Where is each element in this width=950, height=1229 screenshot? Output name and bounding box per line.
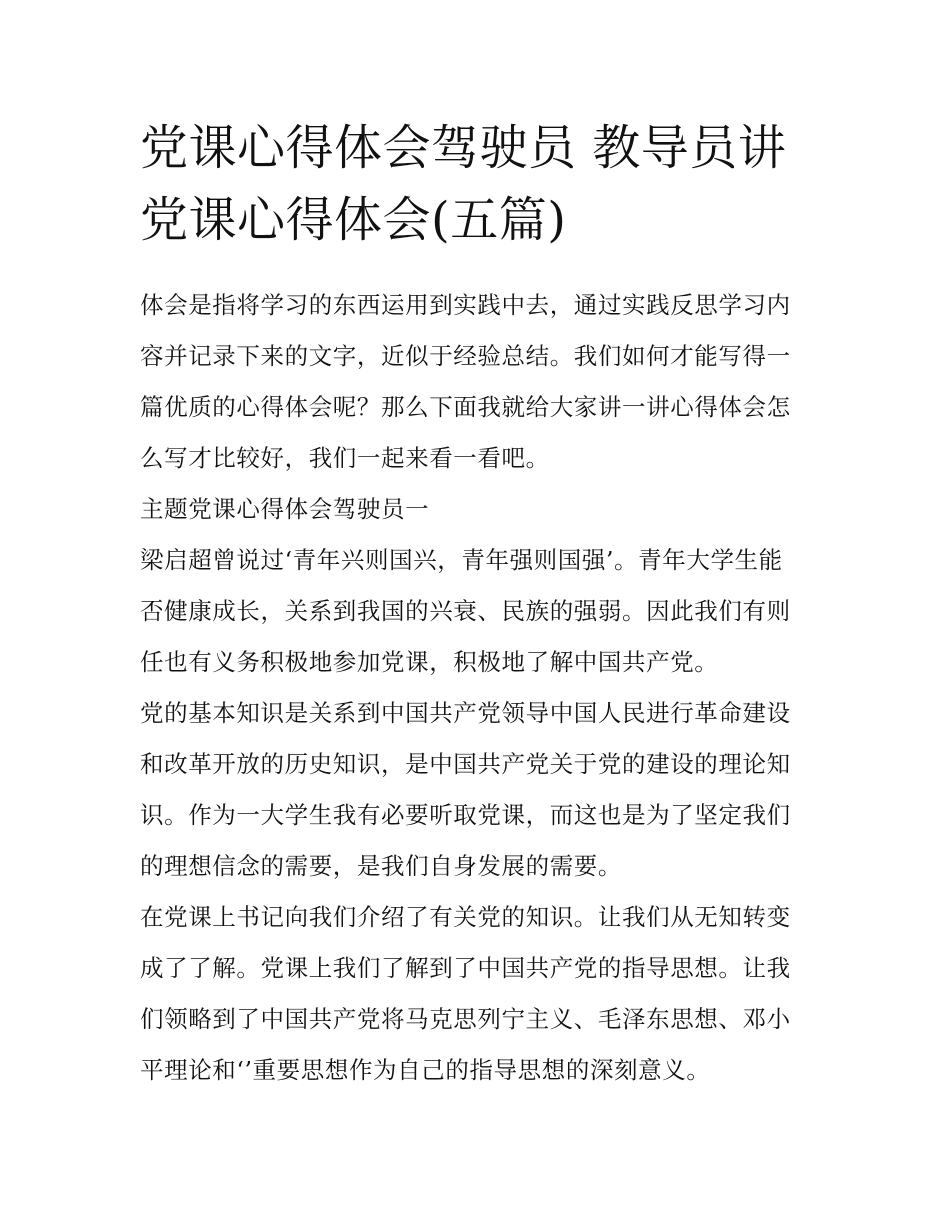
- paragraph-line: 识。作为一大学生我有必要听取党课，而这也是为了坚定我们: [140, 801, 791, 829]
- intro-line: 体会是指将学习的东西运用到实践中去，通过实践反思学习内: [140, 291, 791, 319]
- title-line-2: 党课心得体会(五篇): [140, 192, 567, 248]
- paragraph-line: 和改革开放的历史知识，是中国共产党关于党的建设的理论知: [140, 750, 791, 778]
- paragraph-line: 梁启超曾说过‘青年兴则国兴，青年强则国强’。青年大学生能: [140, 546, 783, 574]
- intro-line: 容并记录下来的文字，近似于经验总结。我们如何才能写得一: [140, 342, 791, 370]
- paragraph-line: 党的基本知识是关系到中国共产党领导中国人民进行革命建设: [140, 699, 791, 727]
- paragraph-line: 们领略到了中国共产党将马克思列宁主义、毛泽东思想、邓小: [140, 1005, 791, 1033]
- section-heading: 主题党课心得体会驾驶员一: [140, 495, 430, 523]
- document-body: [140, 280, 830, 1096]
- paragraph-line: 否健康成长，关系到我国的兴衰、民族的强弱。因此我们有则: [140, 597, 791, 625]
- paragraph-line: 平理论和‘’重要思想作为自己的指导思想的深刻意义。: [140, 1056, 711, 1084]
- title-line-1: 党课心得体会驾驶员 教导员讲: [140, 120, 787, 176]
- document-title: [140, 112, 830, 256]
- paragraph-line: 在党课上书记向我们介绍了有关党的知识。让我们从无知转变: [140, 903, 791, 931]
- paragraph-line: 任也有义务积极地参加党课，积极地了解中国共产党。: [140, 648, 719, 676]
- paragraph-line: 成了了解。党课上我们了解到了中国共产党的指导思想。让我: [140, 954, 791, 982]
- intro-line: 么写才比较好，我们一起来看一看吧。: [140, 444, 550, 472]
- paragraph-line: 的理想信念的需要，是我们自身发展的需要。: [140, 852, 622, 880]
- intro-line: 篇优质的心得体会呢？那么下面我就给大家讲一讲心得体会怎: [140, 393, 791, 421]
